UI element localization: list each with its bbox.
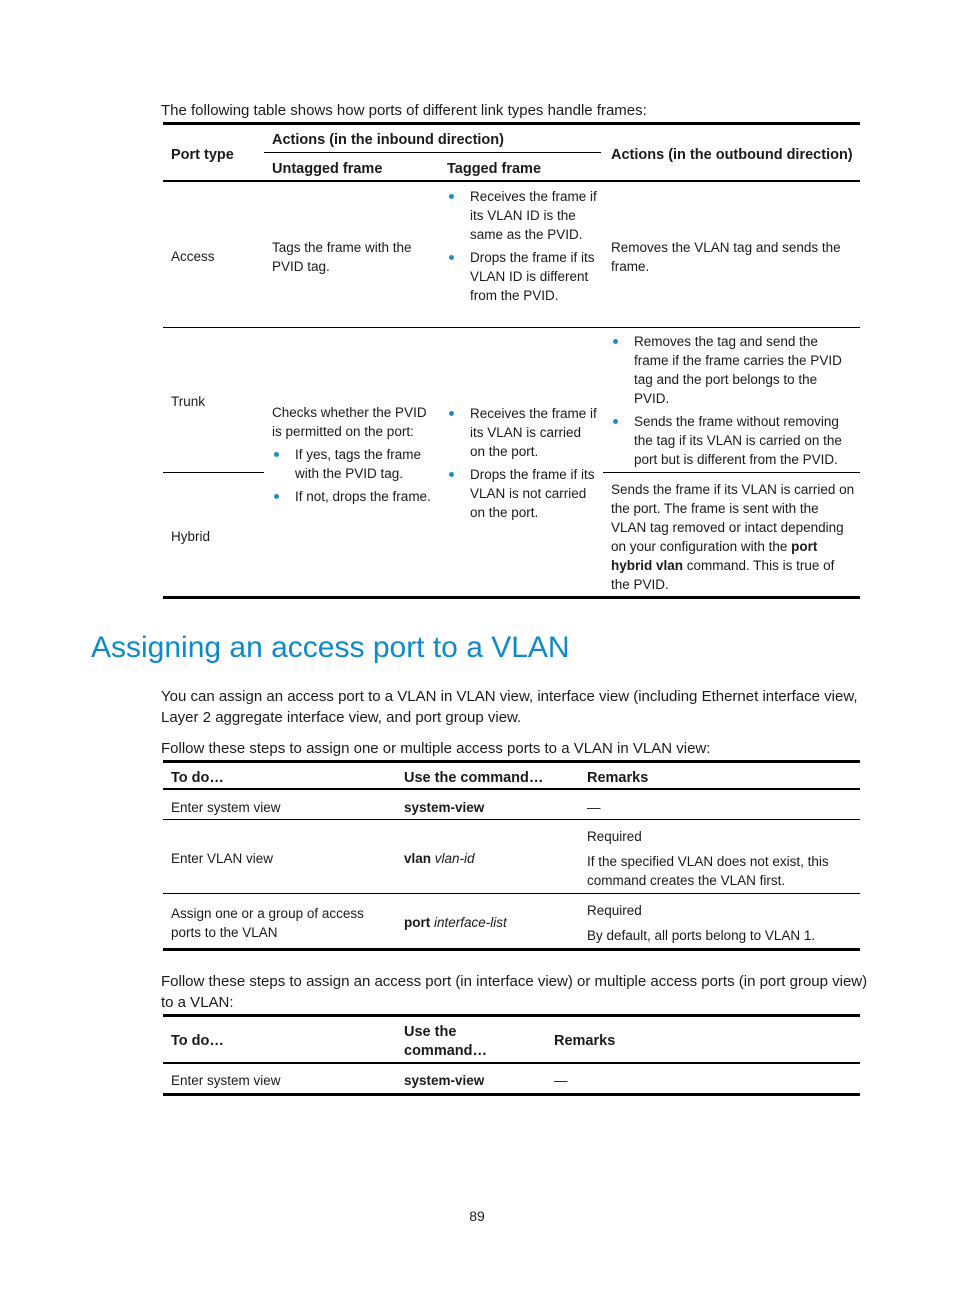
- trunk-type: Trunk: [171, 394, 206, 409]
- header-command: Use the command…: [404, 770, 544, 786]
- trunk-outbound: [611, 332, 856, 473]
- list-item: If yes, tags the frame with the PVID tag.: [272, 445, 437, 483]
- todo-cell: Enter VLAN view: [171, 851, 274, 866]
- list-item: If not, drops the frame.: [272, 487, 437, 506]
- command-cell: system-view: [404, 800, 485, 815]
- todo-cell: Enter system view: [171, 1073, 281, 1088]
- list-item: Drops the frame if its VLAN ID is different from the PVID.: [447, 248, 599, 305]
- row-rule: [163, 819, 860, 820]
- list-item: Receives the frame if its VLAN ID is the same as the PVID.: [447, 187, 599, 244]
- header-command: Use the command…: [404, 1024, 487, 1059]
- section-heading: Assigning an access port to a VLAN: [91, 631, 570, 664]
- command-cell: system-view: [404, 1073, 485, 1088]
- header-outbound: Actions (in the outbound direction): [611, 147, 853, 163]
- table-top-rule: [163, 760, 860, 763]
- table-bottom-rule: [163, 948, 860, 951]
- header-bottom-rule: [163, 1062, 860, 1064]
- table-bottom-rule: [163, 1093, 860, 1096]
- remark-detail: If the specified VLAN does not exist, this command creates the VLAN first.: [587, 854, 829, 888]
- hybrid-type: Hybrid: [171, 529, 211, 544]
- table-bottom-rule: [163, 596, 860, 599]
- list-item: Drops the frame if its VLAN is not carried on the port.: [447, 465, 599, 522]
- row-rule: [163, 472, 264, 473]
- remark-cell: Required: [587, 903, 642, 918]
- access-outbound: Removes the VLAN tag and sends the frame.: [611, 240, 841, 274]
- list-item: Receives the frame if its VLAN is carried on the port.: [447, 404, 599, 461]
- header-todo: To do…: [171, 1033, 224, 1049]
- header-port-type: Port type: [171, 147, 234, 163]
- header-bottom-rule: [163, 180, 860, 182]
- hybrid-outbound: Sends the frame if its VLAN is carried on the port. The frame is sent with the VLAN tag removed or intact depending on your configuration with the port hybrid vlan command. This is true of the PVID.: [611, 482, 855, 592]
- header-inbound: Actions (in the inbound direction): [272, 132, 504, 148]
- paragraph: Follow these steps to assign one or multiple access ports to a VLAN in VLAN view:: [161, 740, 711, 757]
- shared-untagged: [272, 403, 437, 510]
- remark-cell: —: [587, 800, 601, 815]
- access-type: Access: [171, 249, 215, 264]
- paragraph: You can assign an access port to a VLAN in VLAN view, interface view (including Ethernet interface view, Layer 2 aggregate interface view, and port group view.: [161, 688, 858, 726]
- command-cell: port interface-list: [404, 915, 507, 930]
- header-remarks: Remarks: [554, 1033, 616, 1049]
- header-untagged: Untagged frame: [272, 161, 383, 177]
- access-tagged: [447, 187, 599, 309]
- hybrid-command: port hybrid vlan: [611, 539, 818, 573]
- page-number: 89: [469, 1208, 485, 1224]
- header-inbound-rule: [264, 152, 601, 153]
- table-top-rule: [163, 122, 860, 125]
- row-rule: [603, 472, 860, 473]
- command-cell: vlan vlan-id: [404, 851, 475, 866]
- shared-untagged-intro: Checks whether the PVID is permitted on the port:: [272, 405, 427, 439]
- header-tagged: Tagged frame: [447, 161, 542, 177]
- list-item: Sends the frame without removing the tag if its VLAN is carried on the port but is different from the PVID.: [611, 412, 856, 469]
- remark-cell: Required: [587, 829, 642, 844]
- header-todo: To do…: [171, 770, 224, 786]
- header-remarks: Remarks: [587, 770, 649, 786]
- row-rule: [163, 893, 860, 894]
- row-rule: [163, 327, 860, 328]
- intro-text: The following table shows how ports of different link types handle frames:: [161, 102, 647, 119]
- remark-detail: By default, all ports belong to VLAN 1.: [587, 928, 816, 943]
- header-bottom-rule: [163, 788, 860, 790]
- table-top-rule: [163, 1014, 860, 1017]
- todo-cell: Enter system view: [171, 800, 281, 815]
- todo-cell: Assign one or a group of access ports to the VLAN: [171, 906, 364, 940]
- remark-cell: —: [554, 1073, 568, 1088]
- list-item: Removes the tag and send the frame if the frame carries the PVID tag and the port belongs to the PVID.: [611, 332, 856, 408]
- access-untagged: Tags the frame with the PVID tag.: [272, 240, 412, 274]
- shared-tagged: [447, 404, 599, 526]
- paragraph: Follow these steps to assign an access port (in interface view) or multiple access ports (in port group view) to a VLAN:: [161, 973, 868, 1011]
